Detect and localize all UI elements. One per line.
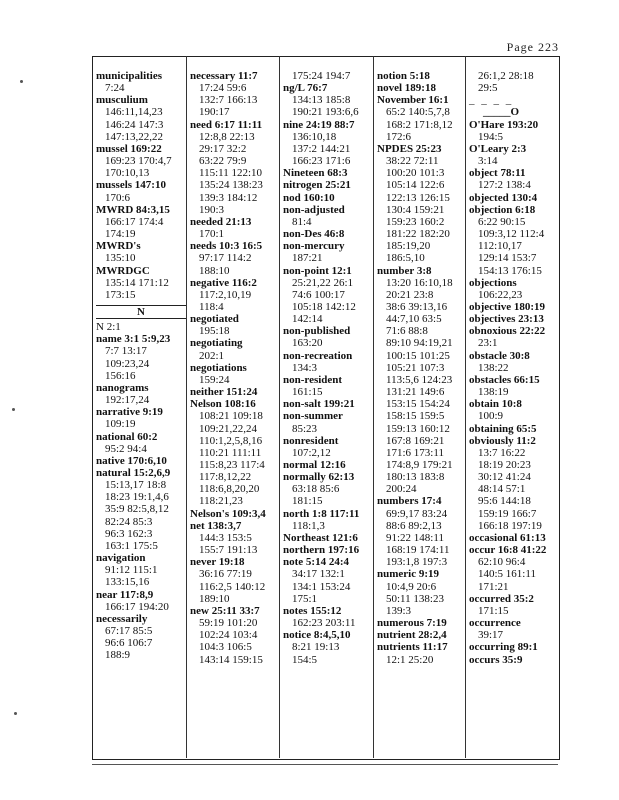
index-line: 117:2,10,19 bbox=[199, 288, 252, 301]
index-line: 8:21 19:13 bbox=[292, 641, 340, 654]
index-line: 138:19 bbox=[478, 386, 509, 399]
index-term: mussels 147:10 bbox=[96, 179, 166, 192]
index-line: 189:10 bbox=[199, 592, 230, 605]
section-letter: N bbox=[96, 305, 186, 319]
index-line: 20:21 23:8 bbox=[386, 288, 434, 301]
index-line: 129:14 153:7 bbox=[478, 252, 537, 265]
index-term: obstacle 30:8 bbox=[469, 349, 530, 362]
index-line: 169:23 170:4,7 bbox=[105, 155, 172, 168]
index-line: 35:9 82:5,8,12 bbox=[105, 503, 169, 516]
index-line: 135:14 171:12 bbox=[105, 276, 169, 289]
index-line: 146:11,14,23 bbox=[105, 106, 163, 119]
index-line: 17:24 59:6 bbox=[199, 82, 247, 95]
index-line: 26:1,2 28:18 bbox=[478, 70, 534, 82]
index-line: 100:20 101:3 bbox=[386, 167, 445, 180]
index-term: numbers 17:4 bbox=[377, 495, 442, 508]
index-line: 100:15 101:25 bbox=[386, 349, 450, 362]
index-term: need 6:17 11:11 bbox=[190, 118, 263, 131]
index-term: negative 116:2 bbox=[190, 276, 257, 289]
index-term: nonresident bbox=[283, 434, 339, 447]
index-term: non-summer bbox=[283, 410, 343, 423]
index-line: 108:21 109:18 bbox=[199, 410, 263, 423]
index-line: 171:15 bbox=[478, 604, 509, 617]
index-term: novel 189:18 bbox=[377, 82, 436, 95]
index-line: 153:15 154:24 bbox=[386, 398, 450, 411]
index-line: 105:21 107:3 bbox=[386, 361, 445, 374]
index-line: 7:7 13:17 bbox=[105, 345, 147, 358]
index-line: 44:7,10 63:5 bbox=[386, 313, 442, 326]
index-term: nutrient 28:2,4 bbox=[377, 629, 447, 642]
index-term: negotiating bbox=[190, 337, 243, 350]
index-line: 30:12 41:24 bbox=[478, 471, 531, 484]
index-term: objectives 23:13 bbox=[469, 313, 544, 326]
index-line: 118:21,23 bbox=[199, 495, 243, 508]
index-line: 12:8,8 22:13 bbox=[199, 130, 255, 143]
index-term: mussel 169:22 bbox=[96, 142, 162, 155]
index-term: national 60:2 bbox=[96, 430, 158, 443]
index-line: 166:17 174:4 bbox=[105, 215, 164, 228]
index-line: 91:12 115:1 bbox=[105, 564, 158, 577]
index-line: 23:1 bbox=[478, 337, 498, 350]
index-line: 170:10,13 bbox=[105, 167, 150, 180]
index-term: NPDES 25:23 bbox=[377, 142, 442, 155]
index-term: non-mercury bbox=[283, 240, 345, 253]
index-term: non-adjusted bbox=[283, 203, 345, 216]
index-term: Nelson's 109:3,4 bbox=[190, 507, 266, 520]
index-line: 13:20 16:10,18 bbox=[386, 276, 453, 289]
index-line: 139:3 bbox=[386, 604, 412, 617]
index-line: 146:24 147:3 bbox=[105, 118, 164, 131]
index-line: 115:8,23 117:4 bbox=[199, 459, 265, 471]
index-line: 88:6 89:2,13 bbox=[386, 519, 442, 532]
index-line: 107:2,12 bbox=[292, 446, 331, 459]
index-line: 195:18 bbox=[199, 325, 230, 338]
index-line: 154:13 176:15 bbox=[478, 264, 542, 277]
index-line: 3:14 bbox=[478, 155, 498, 168]
index-term: negotiated bbox=[190, 313, 239, 326]
index-line: 104:3 106:5 bbox=[199, 641, 252, 654]
index-line: 133:15,16 bbox=[105, 576, 150, 589]
index-term: MWRD 84:3,15 bbox=[96, 203, 170, 216]
index-term: Nineteen 68:3 bbox=[283, 167, 348, 180]
index-term: natural 15:2,6,9 bbox=[96, 467, 171, 479]
index-column-5 bbox=[469, 70, 559, 666]
index-term: never 19:18 bbox=[190, 556, 245, 569]
index-term: MWRD's bbox=[96, 240, 141, 253]
index-term: object 78:11 bbox=[469, 167, 526, 180]
index-line: 96:6 106:7 bbox=[105, 637, 153, 650]
index-term: Nelson 108:16 bbox=[190, 398, 256, 411]
index-line: 109:3,12 112:4 bbox=[478, 228, 545, 241]
index-line: 174:19 bbox=[105, 228, 136, 241]
index-line: 159:13 160:12 bbox=[386, 422, 450, 435]
index-term: occurs 35:9 bbox=[469, 653, 523, 666]
index-line: 166:23 171:6 bbox=[292, 155, 351, 168]
index-line: 106:22,23 bbox=[478, 288, 523, 301]
index-line: 18:23 19:1,4,6 bbox=[105, 491, 169, 504]
index-line: 63:22 79:9 bbox=[199, 155, 247, 168]
index-term: name 3:1 5:9,23 bbox=[96, 333, 171, 346]
index-line: 12:1 25:20 bbox=[386, 653, 434, 666]
index-line: 85:23 bbox=[292, 422, 318, 435]
index-line: 91:22 148:11 bbox=[386, 531, 444, 544]
index-term: nod 160:10 bbox=[283, 191, 335, 204]
index-line: 18:19 20:23 bbox=[478, 459, 531, 471]
index-term: nanograms bbox=[96, 381, 149, 394]
index-term: November 16:1 bbox=[377, 94, 449, 107]
index-line: 155:7 191:13 bbox=[199, 544, 258, 557]
index-term: objection 6:18 bbox=[469, 203, 536, 216]
index-line: 34:17 132:1 bbox=[292, 568, 345, 581]
index-term: municipalities bbox=[96, 70, 163, 82]
index-line: 82:24 85:3 bbox=[105, 515, 153, 528]
index-line: 105:14 122:6 bbox=[386, 179, 445, 192]
index-term: numerous 7:19 bbox=[377, 617, 447, 630]
index-term: new 25:11 33:7 bbox=[190, 604, 260, 617]
index-term: objective 180:19 bbox=[469, 300, 546, 313]
index-line: 174:8,9 179:21 bbox=[386, 459, 453, 471]
index-line: 170:1 bbox=[199, 228, 225, 241]
index-line: 163:1 175:5 bbox=[105, 539, 158, 552]
index-line: 95:2 94:4 bbox=[105, 442, 147, 455]
index-line: 173:15 bbox=[105, 288, 136, 301]
index-line: 170:6 bbox=[105, 191, 131, 204]
index-line: 188:10 bbox=[199, 264, 230, 277]
index-line: 202:1 bbox=[199, 349, 225, 362]
index-term: near 117:8,9 bbox=[96, 588, 154, 601]
index-line: 168:2 171:8,12 bbox=[386, 118, 453, 131]
index-line: 6:22 90:15 bbox=[478, 215, 526, 228]
index-term: obviously 11:2 bbox=[469, 434, 536, 447]
index-term: northern 197:16 bbox=[283, 544, 360, 557]
index-term: navigation bbox=[96, 552, 146, 565]
index-line: 89:10 94:19,21 bbox=[386, 337, 453, 350]
index-line: 147:13,22,22 bbox=[105, 130, 164, 143]
index-term: musculium bbox=[96, 94, 148, 107]
index-line: 143:14 159:15 bbox=[199, 653, 263, 666]
index-line: 166:18 197:19 bbox=[478, 519, 542, 532]
index-term: non-point 12:1 bbox=[283, 264, 352, 277]
index-term: obtaining 65:5 bbox=[469, 422, 537, 435]
index-line: 171:6 173:11 bbox=[386, 446, 444, 459]
index-line: 15:13,17 18:8 bbox=[105, 479, 167, 492]
index-term: needs 10:3 16:5 bbox=[190, 240, 263, 253]
index-term: non-salt 199:21 bbox=[283, 398, 355, 411]
index-term: numeric 9:19 bbox=[377, 568, 440, 581]
index-line: 13:7 16:22 bbox=[478, 446, 526, 459]
index-line: 138:22 bbox=[478, 361, 509, 374]
index-term: native 170:6,10 bbox=[96, 454, 167, 467]
index-term: occurrence bbox=[469, 617, 521, 630]
index-line: 65:2 140:5,7,8 bbox=[386, 106, 450, 119]
index-line: 159:24 bbox=[199, 373, 230, 386]
index-line: 192:17,24 bbox=[105, 394, 150, 407]
index-term: non-recreation bbox=[283, 349, 353, 362]
index-term: O'Hare 193:20 bbox=[469, 118, 539, 131]
index-line: 190:3 bbox=[199, 203, 225, 216]
index-term: occasional 61:13 bbox=[469, 531, 546, 544]
index-term: normally 62:13 bbox=[283, 471, 355, 484]
index-line: 162:23 203:11 bbox=[292, 617, 356, 630]
index-line: 131:21 149:6 bbox=[386, 386, 445, 399]
index-line: 36:16 77:19 bbox=[199, 568, 252, 581]
index-column-3 bbox=[283, 70, 373, 666]
index-line: 62:10 96:4 bbox=[478, 556, 526, 569]
index-line: 159:23 160:2 bbox=[386, 215, 445, 228]
index-term: north 1:8 117:11 bbox=[283, 507, 360, 520]
index-term: necessarily bbox=[96, 612, 148, 625]
index-line: 188:9 bbox=[105, 649, 131, 662]
index-term: obnoxious 22:22 bbox=[469, 325, 546, 338]
index-term: normal 12:16 bbox=[283, 459, 346, 471]
index-line: 115:11 122:10 bbox=[199, 167, 263, 180]
index-line: 127:2 138:4 bbox=[478, 179, 531, 192]
index-line: 186:5,10 bbox=[386, 252, 425, 265]
index-line: 25:21,22 26:1 bbox=[292, 276, 354, 289]
index-line: 134:13 185:8 bbox=[292, 94, 351, 107]
column-divider bbox=[373, 56, 374, 758]
column-divider bbox=[186, 56, 187, 758]
index-line: 137:2 144:21 bbox=[292, 142, 351, 155]
index-line: 139:3 184:12 bbox=[199, 191, 258, 204]
index-line: 74:6 100:17 bbox=[292, 288, 345, 301]
index-term: MWRDGC bbox=[96, 264, 150, 277]
index-line: 97:17 114:2 bbox=[199, 252, 252, 265]
index-term: non-published bbox=[283, 325, 351, 338]
index-term: narrative 9:19 bbox=[96, 406, 163, 419]
index-line: 110:21 111:11 bbox=[199, 446, 262, 459]
index-line: 136:10,18 bbox=[292, 130, 337, 143]
index-line: 102:24 103:4 bbox=[199, 629, 258, 642]
index-line: 48:14 57:1 bbox=[478, 483, 526, 496]
index-term: notice 8:4,5,10 bbox=[283, 629, 351, 642]
index-line: 134:1 153:24 bbox=[292, 580, 351, 593]
index-term: note 5:14 24:4 bbox=[283, 556, 349, 569]
index-line: 38:22 72:11 bbox=[386, 155, 439, 168]
index-line: 175:24 194:7 bbox=[292, 70, 351, 82]
index-term: nine 24:19 88:7 bbox=[283, 118, 355, 131]
index-term: occurring 89:1 bbox=[469, 641, 538, 654]
index-line: 185:19,20 bbox=[386, 240, 431, 253]
page-number: Page 223 bbox=[506, 40, 559, 54]
index-line: 194:5 bbox=[478, 130, 504, 143]
index-line: 10:4,9 20:6 bbox=[386, 580, 437, 593]
index-term: notion 5:18 bbox=[377, 70, 430, 82]
index-line: 175:1 bbox=[292, 592, 318, 605]
frame-bottom-rule bbox=[92, 764, 558, 765]
index-line: 81:4 bbox=[292, 215, 312, 228]
index-term: occur 16:8 41:22 bbox=[469, 544, 547, 557]
index-term: non-resident bbox=[283, 373, 343, 386]
index-line: 168:19 174:11 bbox=[386, 544, 450, 557]
index-line: 112:10,17 bbox=[478, 240, 522, 253]
index-line: 166:17 194:20 bbox=[105, 600, 169, 613]
scan-speck bbox=[14, 712, 17, 715]
index-line: 159:19 166:7 bbox=[478, 507, 537, 520]
index-line: 134:3 bbox=[292, 361, 318, 374]
index-line: 100:9 bbox=[478, 410, 504, 423]
index-term: nutrients 11:17 bbox=[377, 641, 448, 654]
index-term: necessary 11:7 bbox=[190, 70, 258, 82]
index-line: 118:1,3 bbox=[292, 519, 325, 532]
index-term: occurred 35:2 bbox=[469, 592, 534, 605]
index-line: 142:14 bbox=[292, 313, 323, 326]
scan-speck bbox=[20, 80, 23, 83]
index-term: ng/L 76:7 bbox=[283, 82, 328, 95]
index-line: 180:13 183:8 bbox=[386, 471, 445, 484]
index-line: 50:11 138:23 bbox=[386, 592, 444, 605]
index-line: 200:24 bbox=[386, 483, 417, 496]
index-line: 167:8 169:21 bbox=[386, 434, 445, 447]
index-term: O'Leary 2:3 bbox=[469, 142, 527, 155]
index-line: 144:3 153:5 bbox=[199, 531, 252, 544]
index-line: 69:9,17 83:24 bbox=[386, 507, 448, 520]
index-line: 96:3 162:3 bbox=[105, 527, 153, 540]
index-line: 38:6 39:13,16 bbox=[386, 300, 448, 313]
index-column-4 bbox=[377, 70, 467, 666]
index-term: notes 155:12 bbox=[283, 604, 342, 617]
index-term: net 138:3,7 bbox=[190, 519, 242, 532]
index-line: 105:18 142:12 bbox=[292, 300, 356, 313]
index-line: 130:4 159:21 bbox=[386, 203, 445, 216]
index-line: _ _ _ _ bbox=[469, 94, 514, 107]
index-line: 190:21 193:6,6 bbox=[292, 106, 359, 119]
index-line: 181:15 bbox=[292, 495, 323, 508]
index-term: objected 130:4 bbox=[469, 191, 538, 204]
index-line: 7:24 bbox=[105, 82, 125, 95]
index-line: 71:6 88:8 bbox=[386, 325, 428, 338]
index-term: obtain 10:8 bbox=[469, 398, 522, 411]
index-term: number 3:8 bbox=[377, 264, 432, 277]
index-line: 39:17 bbox=[478, 629, 504, 642]
section-letter: _____O bbox=[483, 106, 520, 119]
index-line: 29:17 32:2 bbox=[199, 142, 247, 155]
index-line: 135:24 138:23 bbox=[199, 179, 263, 192]
index-term: negotiations bbox=[190, 361, 247, 374]
index-line: 116:2,5 140:12 bbox=[199, 580, 266, 593]
index-line: 132:7 166:13 bbox=[199, 94, 258, 107]
index-column-2 bbox=[190, 70, 280, 666]
index-line: 59:19 101:20 bbox=[199, 617, 258, 630]
index-term: objections bbox=[469, 276, 517, 289]
index-line: 158:15 159:5 bbox=[386, 410, 445, 423]
index-line: 193:1,8 197:3 bbox=[386, 556, 448, 569]
index-line: 135:10 bbox=[105, 252, 136, 265]
index-line: 29:5 bbox=[478, 82, 498, 95]
index-line: 154:5 bbox=[292, 653, 318, 666]
index-line: 163:20 bbox=[292, 337, 323, 350]
index-line: 118:4 bbox=[199, 300, 224, 313]
index-line: 63:18 85:6 bbox=[292, 483, 340, 496]
index-line: 109:19 bbox=[105, 418, 136, 431]
index-line: 181:22 182:20 bbox=[386, 228, 450, 241]
index-line: 171:21 bbox=[478, 580, 509, 593]
index-line: 110:1,2,5,8,16 bbox=[199, 434, 263, 447]
index-line: 156:16 bbox=[105, 369, 136, 382]
index-line: 113:5,6 124:23 bbox=[386, 373, 453, 386]
index-line: 67:17 85:5 bbox=[105, 625, 153, 638]
index-term: non-Des 46:8 bbox=[283, 228, 345, 241]
index-term: neither 151:24 bbox=[190, 386, 258, 399]
index-term: Northeast 121:6 bbox=[283, 531, 358, 544]
index-line: 122:13 126:15 bbox=[386, 191, 450, 204]
index-line: 161:15 bbox=[292, 386, 323, 399]
index-line: 117:8,12,22 bbox=[199, 471, 252, 484]
index-term: nitrogen 25:21 bbox=[283, 179, 351, 192]
index-line: 109:23,24 bbox=[105, 357, 150, 370]
scan-speck bbox=[12, 408, 15, 411]
index-line: 172:6 bbox=[386, 130, 412, 143]
index-line: 140:5 161:11 bbox=[478, 568, 536, 581]
index-line: 109:21,22,24 bbox=[199, 422, 258, 435]
index-line: 118:6,8,20,20 bbox=[199, 483, 260, 496]
index-term: needed 21:13 bbox=[190, 215, 252, 228]
index-line: 95:6 144:18 bbox=[478, 495, 531, 508]
index-line: 187:21 bbox=[292, 252, 323, 265]
index-line: 190:17 bbox=[199, 106, 230, 119]
index-column-1 bbox=[96, 70, 186, 662]
index-line: N 2:1 bbox=[96, 321, 121, 334]
index-term: obstacles 66:15 bbox=[469, 373, 540, 386]
